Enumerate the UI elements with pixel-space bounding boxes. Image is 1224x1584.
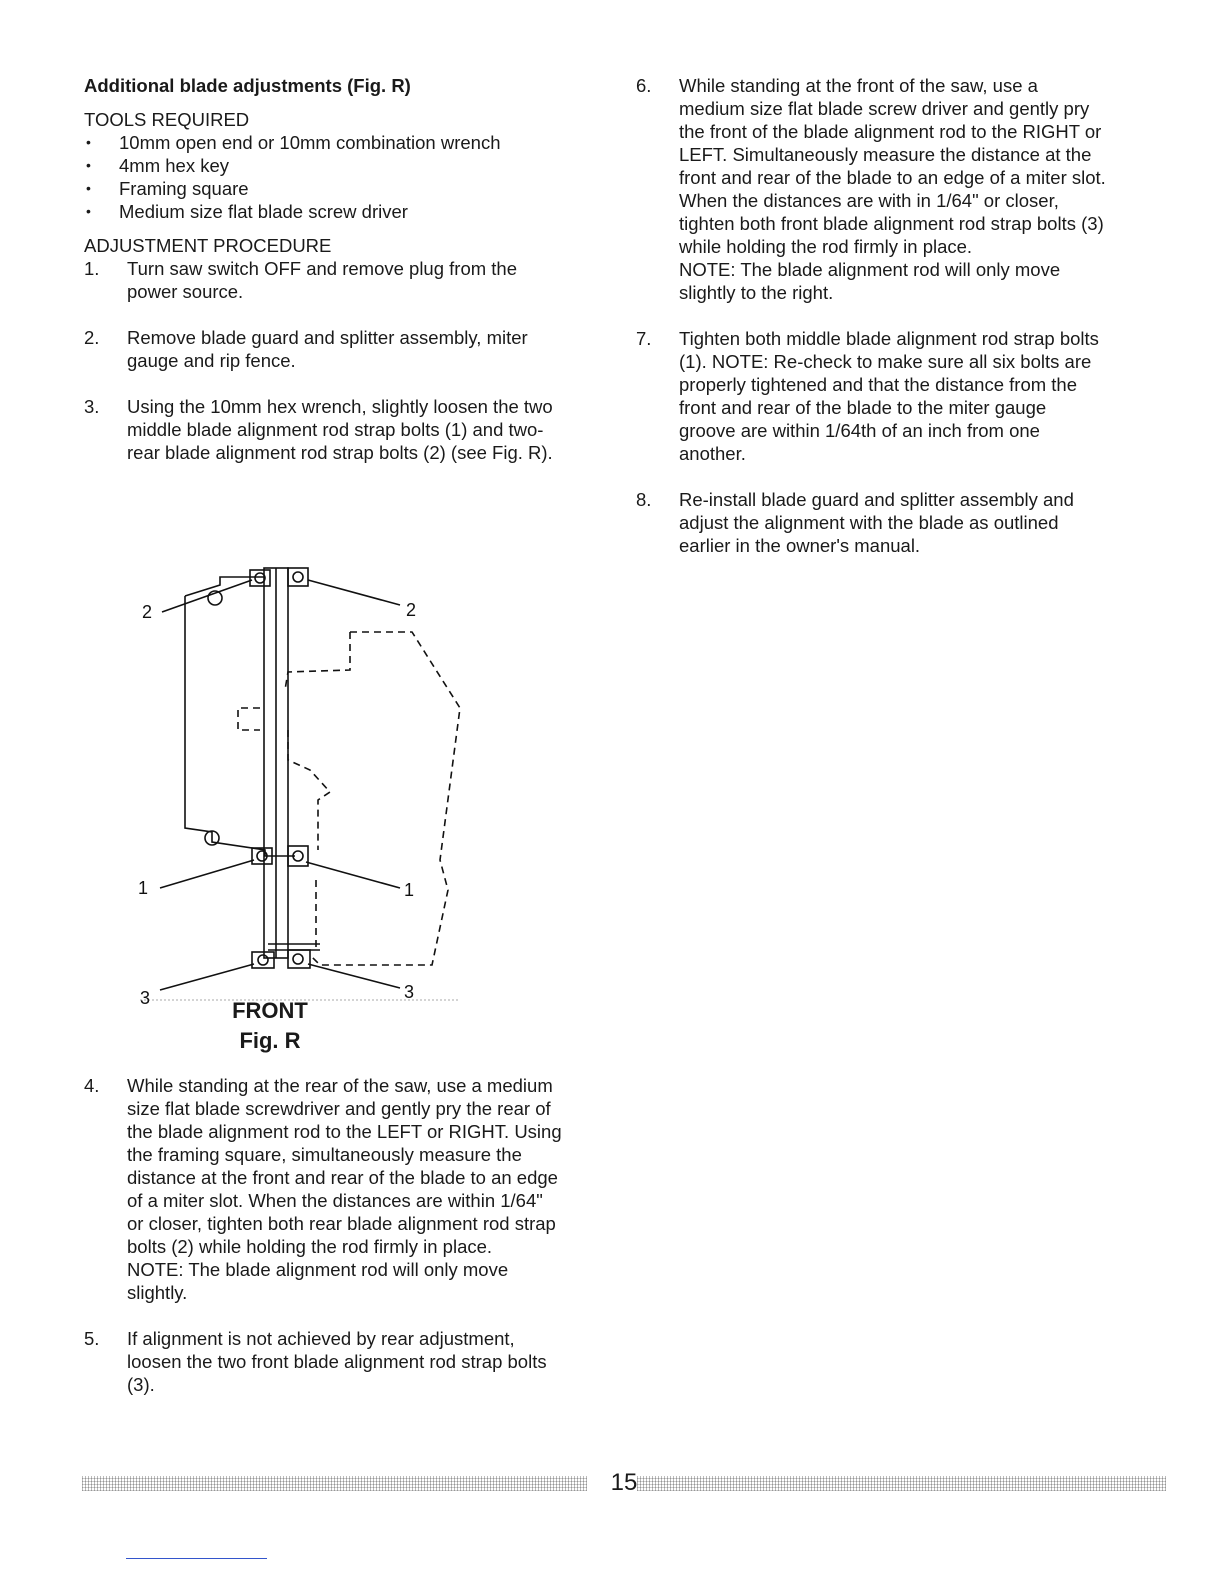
figure-r — [120, 560, 480, 1060]
step-text: Turn saw switch OFF and remove plug from the power source. — [127, 258, 518, 302]
step-1 — [84, 257, 564, 303]
label-1-left: 1 — [138, 878, 149, 898]
strap-bolt-front-right — [288, 950, 310, 968]
page-footer — [82, 1470, 1166, 1496]
step-note: NOTE: The blade alignment rod will only move slightly. — [127, 1259, 509, 1303]
link-underline — [126, 1558, 267, 1559]
tools-list — [84, 131, 564, 223]
step-text: Tighten both middle blade alignment rod strap bolts (1). NOTE: Re-check to make sure all six bolts are properly tightened and that the distance from the front and rear of the blade to the miter gauge groove are within 1/64th of an inch from one another. — [679, 328, 1099, 464]
step-text: While standing at the rear of the saw, use a medium size flat blade screwdriver and gently pry the rear of the blade alignment rod to the LEFT or RIGHT. Using the framing square, simultaneously measure the distance at the front and rear of the blade to an edge of a miter slot. When the distances are within 1/64" or closer, tighten both rear blade alignment rod strap bolts (2) while holding the rod firmly in place. — [127, 1075, 562, 1257]
figure-caption: Fig. R — [239, 1028, 301, 1053]
step-number: 4. — [84, 1075, 100, 1096]
left-column-lower — [84, 1074, 564, 1419]
footer-pattern-right — [637, 1476, 1166, 1491]
procedure-heading: ADJUSTMENT PROCEDURE — [84, 235, 332, 256]
blade-alignment-diagram — [120, 560, 480, 1020]
step-number: 5. — [84, 1328, 100, 1349]
step-7 — [636, 327, 1106, 465]
step-text: If alignment is not achieved by rear adjustment, loosen the two front blade alignment rod strap bolts (3). — [127, 1328, 547, 1395]
step-number: 6. — [636, 75, 652, 96]
label-2-left: 2 — [142, 602, 153, 622]
label-2-right: 2 — [406, 600, 417, 620]
step-text: While standing at the front of the saw, use a medium size flat blade screw driver and gently pry the front of the blade alignment rod to the RIGHT or LEFT. Simultaneously measure the distance at the front and rear of the blade to an edge of a miter slot. When the distances are with in 1/64" or closer, tighten both front blade alignment rod strap bolts (3) while holding the rod firmly in place. — [679, 75, 1106, 257]
tool-item: • 4mm hex key — [84, 154, 564, 177]
tools-heading: TOOLS REQUIRED — [84, 109, 250, 130]
section-title: Additional blade adjustments (Fig. R) — [84, 75, 411, 96]
bracket-plate — [185, 596, 295, 856]
front-label: FRONT — [232, 998, 308, 1023]
step-note: NOTE: The blade alignment rod will only move slightly to the right. — [679, 259, 1061, 303]
step-text: Using the 10mm hex wrench, slightly loosen the two middle blade alignment rod strap bolts (1) and two-rear blade alignment rod strap bolts (2) (see Fig. R). — [127, 396, 553, 463]
step-number: 3. — [84, 396, 100, 417]
step-2 — [84, 326, 564, 372]
step-text: Re-install blade guard and splitter assembly and adjust the alignment with the blade as outlined earlier in the owner's manual. — [679, 489, 1074, 556]
tool-item: • Framing square — [84, 177, 564, 200]
label-3-left: 3 — [140, 988, 151, 1008]
label-3-right: 3 — [404, 982, 415, 1002]
page-number: 15 — [610, 1469, 638, 1496]
step-number: 2. — [84, 327, 100, 348]
step-8 — [636, 488, 1106, 557]
footer-pattern-left — [82, 1476, 587, 1491]
step-4 — [84, 1074, 564, 1304]
right-column — [636, 74, 1106, 580]
tool-item: • 10mm open end or 10mm combination wrench — [84, 131, 564, 154]
step-text: Remove blade guard and splitter assembly, miter gauge and rip fence. — [127, 327, 528, 371]
left-column — [84, 74, 564, 487]
step-number: 7. — [636, 328, 652, 349]
label-1-right: 1 — [404, 880, 415, 900]
tool-item: • Medium size flat blade screw driver — [84, 200, 564, 223]
step-5 — [84, 1327, 564, 1396]
step-6 — [636, 74, 1106, 304]
strap-bolt-rear-right — [288, 568, 308, 586]
step-3 — [84, 395, 564, 464]
blade-outline — [310, 632, 460, 965]
step-number: 1. — [84, 258, 100, 279]
step-number: 8. — [636, 489, 652, 510]
